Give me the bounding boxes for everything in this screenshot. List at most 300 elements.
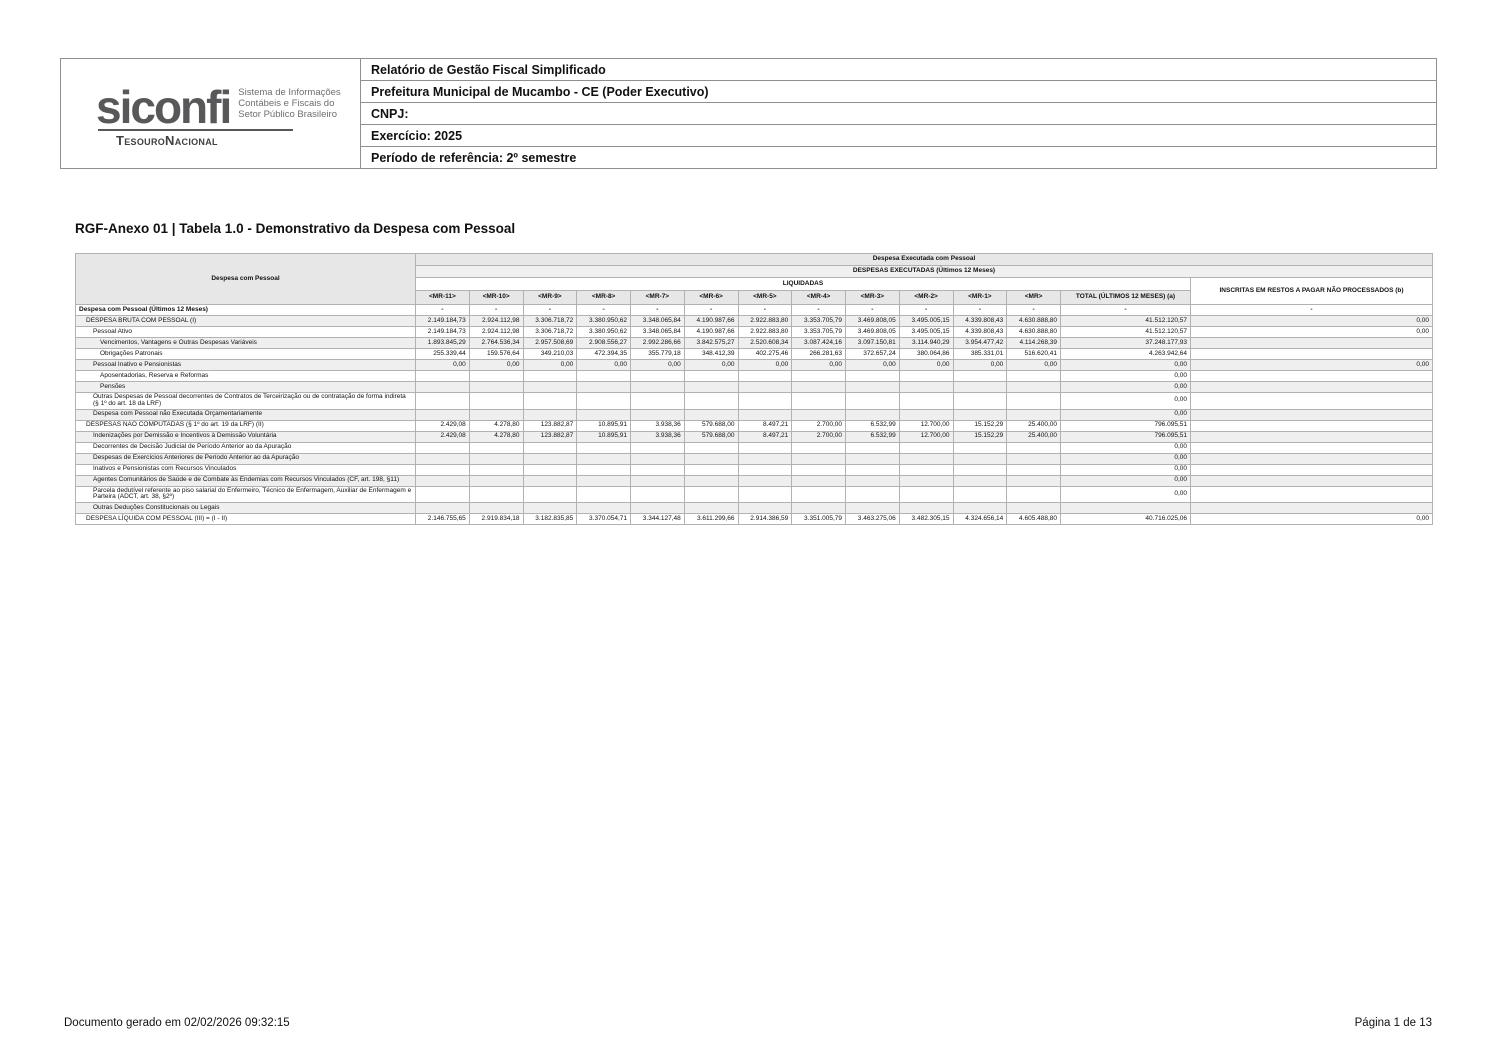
inscritas-cell [1191,453,1433,464]
value-cell: - [416,305,470,316]
table-row [76,360,1433,371]
value-cell: 3.114.940,29 [899,338,953,349]
row-label: Indenizações por Demissão e Incentivos à Demissão Voluntária [76,431,416,442]
month-column-header: <MR> [1007,291,1061,305]
value-cell: 349.210,03 [523,349,577,360]
value-cell [738,475,792,486]
value-cell [631,382,685,393]
value-cell: 3.463.275,06 [846,514,900,525]
entity-name: Prefeitura Municipal de Mucambo - CE (Poder Executivo) [361,81,1437,103]
value-cell [577,475,631,486]
value-cell [1007,393,1061,410]
tagline-line: Contábeis e Fiscais do [238,97,335,109]
row-label: Parcela dedutível referente ao piso salarial do Enfermeiro, Técnico de Enfermagem, Auxiliar de Enfermagem e Parteira (ADCT, art. 38, §2º) [76,486,416,503]
value-cell [631,475,685,486]
value-cell [899,371,953,382]
value-cell: 4.190.987,66 [684,316,738,327]
value-cell [577,393,631,410]
document-header-body [61,59,1437,169]
value-cell [577,503,631,514]
row-label: Decorrentes de Decisão Judicial de Período Anterior ao da Apuração [76,442,416,453]
value-cell [523,382,577,393]
value-cell [631,453,685,464]
value-cell [523,393,577,410]
inscritas-cell [1191,349,1433,360]
inscritas-cell [1191,371,1433,382]
value-cell [416,382,470,393]
total-cell: 796.095,51 [1061,420,1191,431]
value-cell: 3.611.299,66 [684,514,738,525]
tagline-line: Sistema de Informações [238,86,341,98]
value-cell: 3.938,36 [631,420,685,431]
inscritas-cell: 0,00 [1191,360,1433,371]
value-cell: 10.895,91 [577,420,631,431]
value-cell: 4.605.488,80 [1007,514,1061,525]
value-cell [953,486,1007,503]
inscritas-column-header: INSCRITAS EM RESTOS A PAGAR NÃO PROCESSADOS (b) [1191,278,1433,305]
value-cell [899,393,953,410]
total-cell: 0,00 [1061,393,1191,410]
group-header-executada: Despesa Executada com Pessoal [416,254,1433,266]
total-cell: 37.248.177,93 [1061,338,1191,349]
total-column-header: TOTAL (ÚLTIMOS 12 MESES) (a) [1061,291,1191,305]
table-row [76,382,1433,393]
total-cell: 0,00 [1061,442,1191,453]
value-cell [1007,486,1061,503]
value-cell [792,393,846,410]
value-cell [792,475,846,486]
value-cell [846,503,900,514]
month-column-header: <MR-8> [577,291,631,305]
total-cell [1061,503,1191,514]
value-cell [416,475,470,486]
value-cell: 0,00 [469,360,523,371]
row-label: Pensões [76,382,416,393]
value-cell [899,409,953,420]
value-cell [846,382,900,393]
inscritas-cell [1191,338,1433,349]
value-cell [738,464,792,475]
total-cell: 4.263.942,64 [1061,349,1191,360]
value-cell: 2.957.508,69 [523,338,577,349]
value-cell: 3.353.705,79 [792,316,846,327]
value-cell: 4.630.888,80 [1007,327,1061,338]
value-cell: 4.339.808,43 [953,316,1007,327]
value-cell: 3.938,36 [631,431,685,442]
value-cell: 0,00 [684,360,738,371]
value-cell [469,503,523,514]
inscritas-cell [1191,503,1433,514]
value-cell: - [738,305,792,316]
reference-period-label: Período de referência: 2º semestre [361,147,1437,169]
value-cell [469,409,523,420]
table-head [76,254,1433,305]
value-cell [1007,464,1061,475]
total-cell: 41.512.120,57 [1061,327,1191,338]
document-header-row [61,59,1437,81]
value-cell: 0,00 [846,360,900,371]
table-row [76,349,1433,360]
value-cell: - [846,305,900,316]
table-row [76,442,1433,453]
value-cell: 4.278,80 [469,431,523,442]
value-cell [577,442,631,453]
tagline-line: Setor Público Brasileiro [238,109,337,121]
value-cell [953,409,1007,420]
total-cell: 0,00 [1061,475,1191,486]
value-cell [1007,442,1061,453]
row-label: Pessoal Inativo e Pensionistas [76,360,416,371]
value-cell [899,464,953,475]
table-row [76,316,1433,327]
value-cell [469,464,523,475]
value-cell [792,371,846,382]
value-cell [577,464,631,475]
value-cell [846,486,900,503]
inscritas-cell [1191,464,1433,475]
value-cell: 2.914.386,59 [738,514,792,525]
value-cell [631,464,685,475]
value-cell [523,453,577,464]
value-cell: 0,00 [792,360,846,371]
generated-timestamp: Documento gerado em 02/02/2026 09:32:15 [64,1017,290,1029]
value-cell [523,503,577,514]
value-cell: 25.400,00 [1007,431,1061,442]
value-cell [416,409,470,420]
value-cell: 0,00 [631,360,685,371]
value-cell [469,486,523,503]
table-row [76,420,1433,431]
value-cell [899,475,953,486]
total-cell: 796.095,51 [1061,431,1191,442]
report-title: Relatório de Gestão Fiscal Simplificado [361,59,1437,81]
value-cell [738,486,792,503]
value-cell: 15.152,29 [953,420,1007,431]
value-cell [792,464,846,475]
value-cell: 472.394,35 [577,349,631,360]
month-column-header: <MR-4> [792,291,846,305]
value-cell [792,503,846,514]
value-cell: 4.339.808,43 [953,327,1007,338]
value-cell: - [631,305,685,316]
value-cell: 385.331,01 [953,349,1007,360]
value-cell [1007,475,1061,486]
value-cell: 2.146.755,65 [416,514,470,525]
value-cell [684,409,738,420]
value-cell [469,442,523,453]
value-cell [846,409,900,420]
month-column-header: <MR-2> [899,291,953,305]
value-cell [684,464,738,475]
value-cell: 3.353.705,79 [792,327,846,338]
month-column-header: <MR-5> [738,291,792,305]
table-row [76,371,1433,382]
value-cell [1007,453,1061,464]
value-cell [631,393,685,410]
month-column-header: <MR-1> [953,291,1007,305]
inscritas-cell: - [1191,305,1433,316]
value-cell: 579.688,00 [684,420,738,431]
value-cell [899,486,953,503]
value-cell: 8.497,21 [738,431,792,442]
value-cell [846,475,900,486]
value-cell: 15.152,29 [953,431,1007,442]
value-cell: 4.630.888,80 [1007,316,1061,327]
value-cell [953,464,1007,475]
table-body [76,305,1433,525]
value-cell [738,382,792,393]
value-cell: 0,00 [899,360,953,371]
total-cell: 0,00 [1061,453,1191,464]
value-cell: 123.882,87 [523,431,577,442]
row-label: Despesa com Pessoal não Executada Orçamentariamente [76,409,416,420]
value-cell: 6.532,99 [846,431,900,442]
value-cell: - [469,305,523,316]
value-cell [684,371,738,382]
month-column-header: <MR-3> [846,291,900,305]
value-cell: 3.348.065,84 [631,316,685,327]
value-cell: 3.370.054,71 [577,514,631,525]
row-label: DESPESAS NÃO COMPUTADAS (§ 1º do art. 19 da LRF) (II) [76,420,416,431]
value-cell [469,382,523,393]
value-cell: 266.281,63 [792,349,846,360]
value-cell [738,453,792,464]
value-cell: 4.114.268,39 [1007,338,1061,349]
total-cell: 0,00 [1061,464,1191,475]
inscritas-cell [1191,475,1433,486]
value-cell [846,464,900,475]
value-cell [953,453,1007,464]
table-row [76,475,1433,486]
document-header [60,58,1437,169]
row-label: Outras Despesas de Pessoal decorrentes de Contratos de Terceirização ou de contratação de forma indireta (§ 1º do art. 18 da LRF) [76,393,416,410]
value-cell: 0,00 [523,360,577,371]
value-cell: 2.700,00 [792,420,846,431]
value-cell: 2.922.883,80 [738,327,792,338]
value-cell: 516.620,41 [1007,349,1061,360]
value-cell: - [792,305,846,316]
value-cell [631,409,685,420]
value-cell [684,442,738,453]
value-cell [738,442,792,453]
table-row [76,453,1433,464]
value-cell: 3.469.808,05 [846,316,900,327]
total-cell: 41.512.120,57 [1061,316,1191,327]
value-cell [469,371,523,382]
value-cell: 3.482.305,15 [899,514,953,525]
value-cell [846,393,900,410]
value-cell [846,371,900,382]
value-cell: 3.495.005,15 [899,316,953,327]
page-number: Página 1 de 13 [1354,1017,1432,1029]
value-cell: 3.842.575,27 [684,338,738,349]
value-cell: 159.576,64 [469,349,523,360]
value-cell [953,475,1007,486]
value-cell: 2.520.608,34 [738,338,792,349]
row-label: Vencimentos, Vantagens e Outras Despesas Variáveis [76,338,416,349]
row-label: Obrigações Patronais [76,349,416,360]
table-row [76,514,1433,525]
value-cell: 2.429,08 [416,420,470,431]
value-cell: 2.924.112,98 [469,327,523,338]
value-cell: 10.895,91 [577,431,631,442]
value-cell: 123.882,87 [523,420,577,431]
value-cell: 3.306.718,72 [523,327,577,338]
value-cell: 25.400,00 [1007,420,1061,431]
inscritas-cell: 0,00 [1191,316,1433,327]
value-cell: 12.700,00 [899,420,953,431]
value-cell: 0,00 [953,360,1007,371]
value-cell [684,453,738,464]
siconfi-tagline [238,87,340,121]
value-cell: 3.954.477,42 [953,338,1007,349]
inscritas-cell: 0,00 [1191,327,1433,338]
row-label: Pessoal Ativo [76,327,416,338]
value-cell: - [523,305,577,316]
section-title: RGF-Anexo 01 | Tabela 1.0 - Demonstrativo da Despesa com Pessoal [75,221,516,236]
value-cell [1007,503,1061,514]
value-cell [469,393,523,410]
month-column-header: <MR-7> [631,291,685,305]
value-cell: - [684,305,738,316]
month-column-header: <MR-10> [469,291,523,305]
value-cell: 348.412,39 [684,349,738,360]
table-row [76,327,1433,338]
value-cell: 1.893.845,29 [416,338,470,349]
total-cell: 0,00 [1061,409,1191,420]
row-label: Outras Deduções Constitucionais ou Legais [76,503,416,514]
value-cell: 8.497,21 [738,420,792,431]
value-cell: 355.779,18 [631,349,685,360]
value-cell: 2.922.883,80 [738,316,792,327]
value-cell: 3.182.835,85 [523,514,577,525]
value-cell [416,371,470,382]
value-cell: 2.700,00 [792,431,846,442]
inscritas-cell [1191,486,1433,503]
value-cell: 2.924.112,98 [469,316,523,327]
value-cell [738,371,792,382]
value-cell [416,464,470,475]
value-cell: 3.380.950,62 [577,327,631,338]
row-label: Agentes Comunitários de Saúde e de Combate às Endemias com Recursos Vinculados (CF, art. 198, §11) [76,475,416,486]
value-cell [523,486,577,503]
value-cell [1007,382,1061,393]
value-cell [846,453,900,464]
value-cell: 2.919.834,18 [469,514,523,525]
value-cell: 0,00 [738,360,792,371]
inscritas-cell [1191,431,1433,442]
value-cell: 2.149.184,73 [416,327,470,338]
value-cell: 6.532,99 [846,420,900,431]
value-cell [577,409,631,420]
value-cell [684,475,738,486]
value-cell [631,486,685,503]
despesa-pessoal-table [75,253,1433,525]
inscritas-cell [1191,420,1433,431]
table-row [76,431,1433,442]
value-cell [684,486,738,503]
month-column-header: <MR-6> [684,291,738,305]
value-cell [523,371,577,382]
value-cell: 2.429,08 [416,431,470,442]
value-cell [523,442,577,453]
value-cell [684,393,738,410]
value-cell [416,442,470,453]
value-cell [631,371,685,382]
value-cell: - [577,305,631,316]
value-cell: 4.278,80 [469,420,523,431]
value-cell [899,453,953,464]
value-cell [792,409,846,420]
value-cell [416,393,470,410]
value-cell [416,453,470,464]
value-cell [953,382,1007,393]
row-label: Inativos e Pensionistas com Recursos Vinculados [76,464,416,475]
value-cell: 2.908.556,27 [577,338,631,349]
siconfi-logo-top [96,80,359,133]
siconfi-logo [62,79,359,149]
value-cell: 3.344.127,48 [631,514,685,525]
value-cell: 3.495.005,15 [899,327,953,338]
row-label: Despesas de Exercícios Anteriores de Período Anterior ao da Apuração [76,453,416,464]
value-cell: 3.097.150,81 [846,338,900,349]
value-cell [846,442,900,453]
value-cell: 3.380.950,62 [577,316,631,327]
value-cell [792,486,846,503]
value-cell [684,503,738,514]
value-cell: 402.275,46 [738,349,792,360]
group-header-executadas-12-meses: DESPESAS EXECUTADAS (Últimos 12 Meses) [416,266,1433,278]
total-cell: 0,00 [1061,360,1191,371]
value-cell: 12.700,00 [899,431,953,442]
row-label: Despesa com Pessoal (Últimos 12 Meses) [76,305,416,316]
value-cell: 0,00 [1007,360,1061,371]
header-row-1 [76,254,1433,266]
tesouro-nacional-label: TesouroNacional [116,133,218,149]
value-cell [577,382,631,393]
value-cell [631,503,685,514]
table-row [76,305,1433,316]
total-cell: 0,00 [1061,486,1191,503]
value-cell: 2.149.184,73 [416,316,470,327]
inscritas-cell [1191,442,1433,453]
value-cell [899,382,953,393]
month-column-header: <MR-9> [523,291,577,305]
value-cell [953,442,1007,453]
logo-cell [61,59,361,169]
row-label: DESPESA LÍQUIDA COM PESSOAL (III) = (I - II) [76,514,416,525]
total-cell: 0,00 [1061,371,1191,382]
exercise-label: Exercício: 2025 [361,125,1437,147]
value-cell: 3.306.718,72 [523,316,577,327]
value-cell: 372.657,24 [846,349,900,360]
value-cell [523,464,577,475]
value-cell: 2.764.536,34 [469,338,523,349]
value-cell [738,409,792,420]
value-cell [953,503,1007,514]
total-cell: 40.716.025,06 [1061,514,1191,525]
cnpj-label: CNPJ: [361,103,1437,125]
table-row [76,486,1433,503]
value-cell [577,486,631,503]
value-cell: 0,00 [577,360,631,371]
value-cell [792,382,846,393]
row-label: Aposentadorias, Reserva e Reformas [76,371,416,382]
table-row [76,338,1433,349]
table-row [76,464,1433,475]
value-cell: 3.351.005,79 [792,514,846,525]
value-cell [792,453,846,464]
